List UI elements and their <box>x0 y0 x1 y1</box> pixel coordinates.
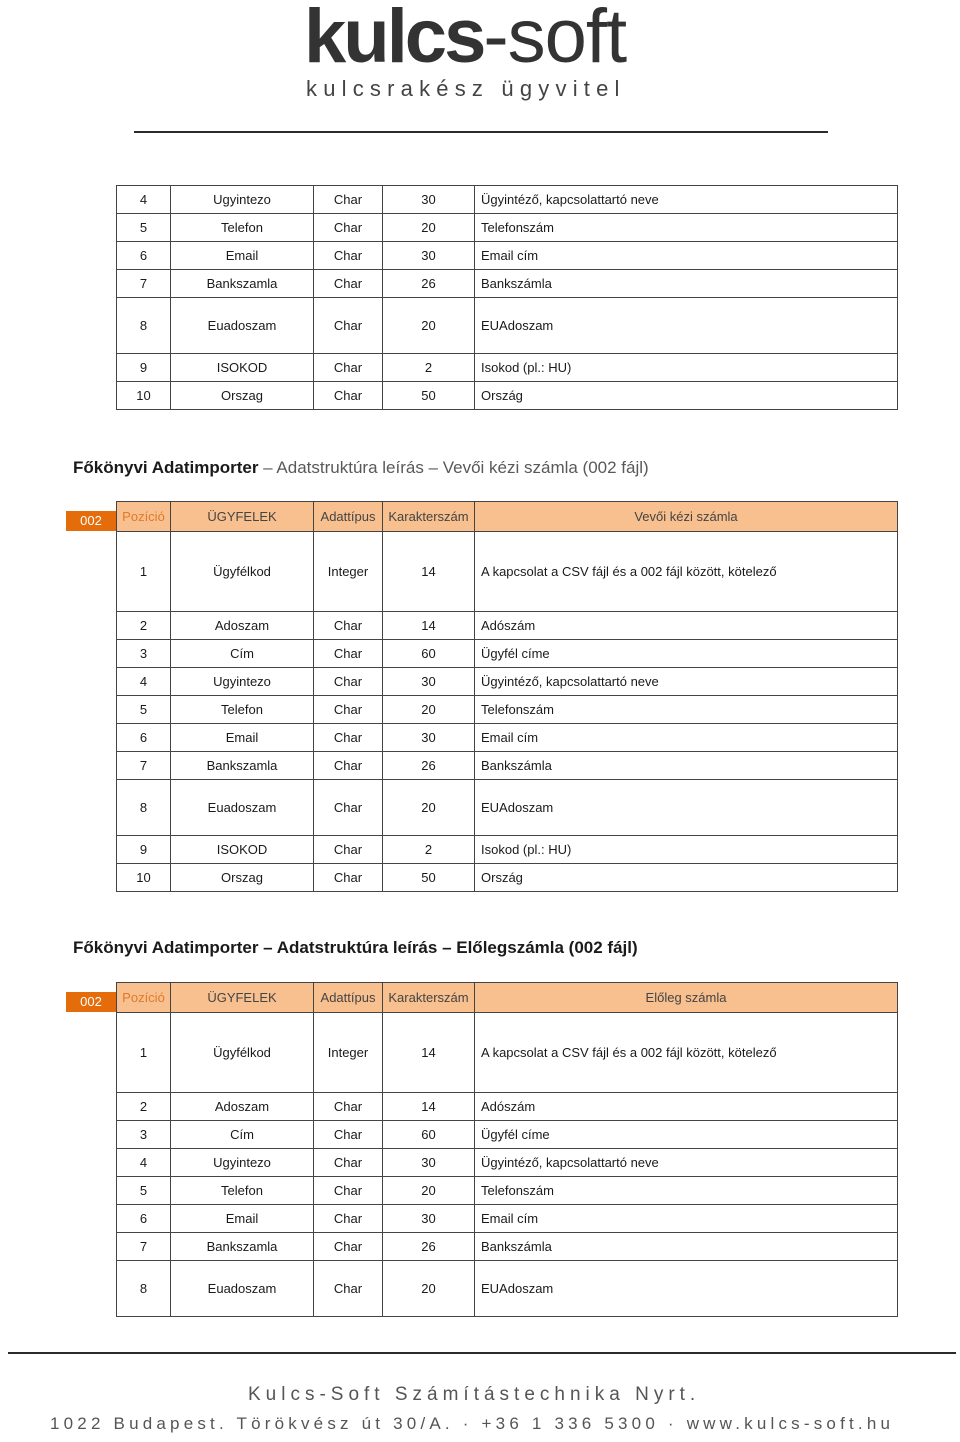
table-cell: 20 <box>383 214 475 242</box>
table-row <box>117 298 898 354</box>
table-cell: 20 <box>383 696 475 724</box>
table-cell: Char <box>314 1261 383 1317</box>
table-cell: A kapcsolat a CSV fájl és a 002 fájl között, kötelező <box>475 1013 898 1093</box>
table-row <box>117 186 898 214</box>
table-row <box>117 1093 898 1121</box>
table-row <box>117 1233 898 1261</box>
table-cell: 7 <box>117 1233 171 1261</box>
table-cell: 26 <box>383 752 475 780</box>
table-cell: Char <box>314 836 383 864</box>
table-cell: 4 <box>117 668 171 696</box>
logo-wordmark <box>304 0 626 82</box>
table-cell: 5 <box>117 696 171 724</box>
table-cell: 30 <box>383 1149 475 1177</box>
table-cell: Email <box>171 242 314 270</box>
table-cell: Char <box>314 214 383 242</box>
table-row <box>117 1205 898 1233</box>
table-cell: 10 <box>117 864 171 892</box>
table-cell: 4 <box>117 1149 171 1177</box>
table-row <box>117 270 898 298</box>
continued-structure-table <box>116 185 898 410</box>
table-cell: 9 <box>117 836 171 864</box>
table-cell: 2 <box>117 612 171 640</box>
table-cell: Ügyfélkod <box>171 532 314 612</box>
table-cell: Char <box>314 1205 383 1233</box>
table-cell: EUAdoszam <box>475 1261 898 1317</box>
table-cell: Ügyintéző, kapcsolattartó neve <box>475 668 898 696</box>
table-cell: A kapcsolat a CSV fájl és a 002 fájl között, kötelező <box>475 532 898 612</box>
column-header: ÜGYFELEK <box>171 502 314 532</box>
eloleg-szamla-table <box>116 982 898 1317</box>
table-cell: Char <box>314 724 383 752</box>
table-cell: 30 <box>383 1205 475 1233</box>
table-cell: 20 <box>383 298 475 354</box>
table-cell: 8 <box>117 780 171 836</box>
logo-tagline: kulcsrakész ügyvitel <box>306 76 626 101</box>
table-row <box>117 1261 898 1317</box>
table-cell: Bankszámla <box>475 752 898 780</box>
table-row <box>117 696 898 724</box>
table-cell: Ügyfélkod <box>171 1013 314 1093</box>
table-cell: 50 <box>383 864 475 892</box>
table-cell: Ország <box>475 864 898 892</box>
column-header: Adattípus <box>314 983 383 1013</box>
table-row <box>117 724 898 752</box>
table-cell: Char <box>314 1121 383 1149</box>
column-header: ÜGYFELEK <box>171 983 314 1013</box>
table-cell: Bankszamla <box>171 270 314 298</box>
table-cell: Char <box>314 1149 383 1177</box>
table-row <box>117 640 898 668</box>
table-cell: Ugyintezo <box>171 1149 314 1177</box>
table-cell: 26 <box>383 270 475 298</box>
table-cell: Ország <box>475 382 898 410</box>
table-cell: 2 <box>383 836 475 864</box>
header-divider <box>134 131 828 133</box>
table-cell: Bankszámla <box>475 1233 898 1261</box>
column-header: Vevői kézi számla <box>475 502 898 532</box>
table-cell: 14 <box>383 532 475 612</box>
table-row <box>117 836 898 864</box>
table-row <box>117 242 898 270</box>
company-logo <box>300 0 660 110</box>
table-cell: 30 <box>383 186 475 214</box>
footer-company-name: Kulcs-Soft Számítástechnika Nyrt. <box>248 1384 701 1405</box>
table-cell: Email cím <box>475 242 898 270</box>
table-row <box>117 532 898 612</box>
table-cell: Euadoszam <box>171 1261 314 1317</box>
table-cell: Char <box>314 668 383 696</box>
table-cell: 6 <box>117 1205 171 1233</box>
table-cell: Ügyfél címe <box>475 1121 898 1149</box>
table-cell: Char <box>314 780 383 836</box>
table-cell: 4 <box>117 186 171 214</box>
section-title-vevoi-kezi-szamla: Főkönyvi Adatimporter – Adatstruktúra leírás – Vevői kézi számla (002 fájl) <box>73 458 649 477</box>
column-header: Előleg számla <box>475 983 898 1013</box>
table-cell: Email cím <box>475 1205 898 1233</box>
table-cell: Email cím <box>475 724 898 752</box>
column-header: Adattípus <box>314 502 383 532</box>
table-cell: Bankszamla <box>171 752 314 780</box>
table-cell: 3 <box>117 640 171 668</box>
table-row <box>117 1177 898 1205</box>
table-cell: Telefonszám <box>475 696 898 724</box>
table-cell: 5 <box>117 214 171 242</box>
table-cell: 30 <box>383 242 475 270</box>
table-row <box>117 354 898 382</box>
table-header-row <box>117 502 898 532</box>
table-cell: Cím <box>171 640 314 668</box>
table-cell: 14 <box>383 1013 475 1093</box>
table-header-row <box>117 983 898 1013</box>
file-code-badge: 002 <box>66 511 116 531</box>
column-header: Pozíció <box>117 983 171 1013</box>
table-cell: 60 <box>383 640 475 668</box>
column-header: Karakterszám <box>383 983 475 1013</box>
table-cell: Ügyfél címe <box>475 640 898 668</box>
table-cell: Telefonszám <box>475 214 898 242</box>
column-header: Karakterszám <box>383 502 475 532</box>
table-cell: Char <box>314 752 383 780</box>
table-cell: Char <box>314 354 383 382</box>
table-cell: 1 <box>117 532 171 612</box>
table-cell: Char <box>314 382 383 410</box>
table-cell: Telefonszám <box>475 1177 898 1205</box>
table-cell: 26 <box>383 1233 475 1261</box>
table-cell: 2 <box>383 354 475 382</box>
table-cell: Telefon <box>171 696 314 724</box>
table-row <box>117 864 898 892</box>
table-row <box>117 752 898 780</box>
table-cell: 8 <box>117 298 171 354</box>
table-cell: Char <box>314 1177 383 1205</box>
file-code-badge: 002 <box>66 992 116 1012</box>
table-cell: Char <box>314 242 383 270</box>
table-cell: 20 <box>383 1177 475 1205</box>
table-cell: Orszag <box>171 864 314 892</box>
table-cell: Ugyintezo <box>171 186 314 214</box>
table-cell: Euadoszam <box>171 780 314 836</box>
table-cell: 3 <box>117 1121 171 1149</box>
table-cell: 14 <box>383 612 475 640</box>
table-cell: Adószám <box>475 1093 898 1121</box>
vevoi-kezi-szamla-table <box>116 501 898 892</box>
table-cell: Bankszámla <box>475 270 898 298</box>
table-cell: ISOKOD <box>171 836 314 864</box>
table-cell: Char <box>314 640 383 668</box>
table-row <box>117 1149 898 1177</box>
table-cell: Char <box>314 186 383 214</box>
section-title-eloleg-szamla: Főkönyvi Adatimporter – Adatstruktúra leírás – Előlegszámla (002 fájl) <box>73 938 638 957</box>
table-cell: Telefon <box>171 214 314 242</box>
table-cell: 6 <box>117 724 171 752</box>
table-cell: Euadoszam <box>171 298 314 354</box>
table-cell: Bankszamla <box>171 1233 314 1261</box>
table-row <box>117 1121 898 1149</box>
table-cell: Char <box>314 612 383 640</box>
table-cell: Email <box>171 1205 314 1233</box>
table-cell: Orszag <box>171 382 314 410</box>
table-cell: 20 <box>383 780 475 836</box>
table-cell: 20 <box>383 1261 475 1317</box>
table-cell: 50 <box>383 382 475 410</box>
table-cell: Char <box>314 696 383 724</box>
table-cell: Isokod (pl.: HU) <box>475 836 898 864</box>
table-cell: Adószám <box>475 612 898 640</box>
table-cell: Ügyintéző, kapcsolattartó neve <box>475 1149 898 1177</box>
table-cell: 30 <box>383 668 475 696</box>
table-cell: 5 <box>117 1177 171 1205</box>
table-cell: Char <box>314 298 383 354</box>
table-cell: Adoszam <box>171 1093 314 1121</box>
table-row <box>117 214 898 242</box>
table-cell: 1 <box>117 1013 171 1093</box>
table-cell: Isokod (pl.: HU) <box>475 354 898 382</box>
table-row <box>117 382 898 410</box>
table-cell: 30 <box>383 724 475 752</box>
table-cell: 6 <box>117 242 171 270</box>
footer-contact-line: 1022 Budapest. Törökvész út 30/A. · +36 1 336 5300 · www.kulcs-soft.hu <box>50 1414 895 1433</box>
table-cell: 60 <box>383 1121 475 1149</box>
table-cell: Integer <box>314 532 383 612</box>
table-cell: Ügyintéző, kapcsolattartó neve <box>475 186 898 214</box>
table-cell: 8 <box>117 1261 171 1317</box>
table-cell: Char <box>314 1093 383 1121</box>
table-cell: 14 <box>383 1093 475 1121</box>
column-header: Pozíció <box>117 502 171 532</box>
table-cell: Char <box>314 1233 383 1261</box>
table-cell: 10 <box>117 382 171 410</box>
logo-bold-text: kulcs <box>304 0 484 79</box>
table-cell: Char <box>314 270 383 298</box>
table-cell: Email <box>171 724 314 752</box>
table-cell: 9 <box>117 354 171 382</box>
table-cell: 2 <box>117 1093 171 1121</box>
table-cell: Ugyintezo <box>171 668 314 696</box>
table-row <box>117 668 898 696</box>
table-cell: Cím <box>171 1121 314 1149</box>
table-cell: Adoszam <box>171 612 314 640</box>
footer-divider <box>8 1352 956 1354</box>
logo-light-text: -soft <box>483 0 627 79</box>
table-cell: EUAdoszam <box>475 298 898 354</box>
table-cell: EUAdoszam <box>475 780 898 836</box>
table-cell: Telefon <box>171 1177 314 1205</box>
table-cell: 7 <box>117 752 171 780</box>
table-cell: Integer <box>314 1013 383 1093</box>
table-cell: Char <box>314 864 383 892</box>
table-cell: 7 <box>117 270 171 298</box>
table-row <box>117 612 898 640</box>
table-row <box>117 1013 898 1093</box>
table-row <box>117 780 898 836</box>
table-cell: ISOKOD <box>171 354 314 382</box>
